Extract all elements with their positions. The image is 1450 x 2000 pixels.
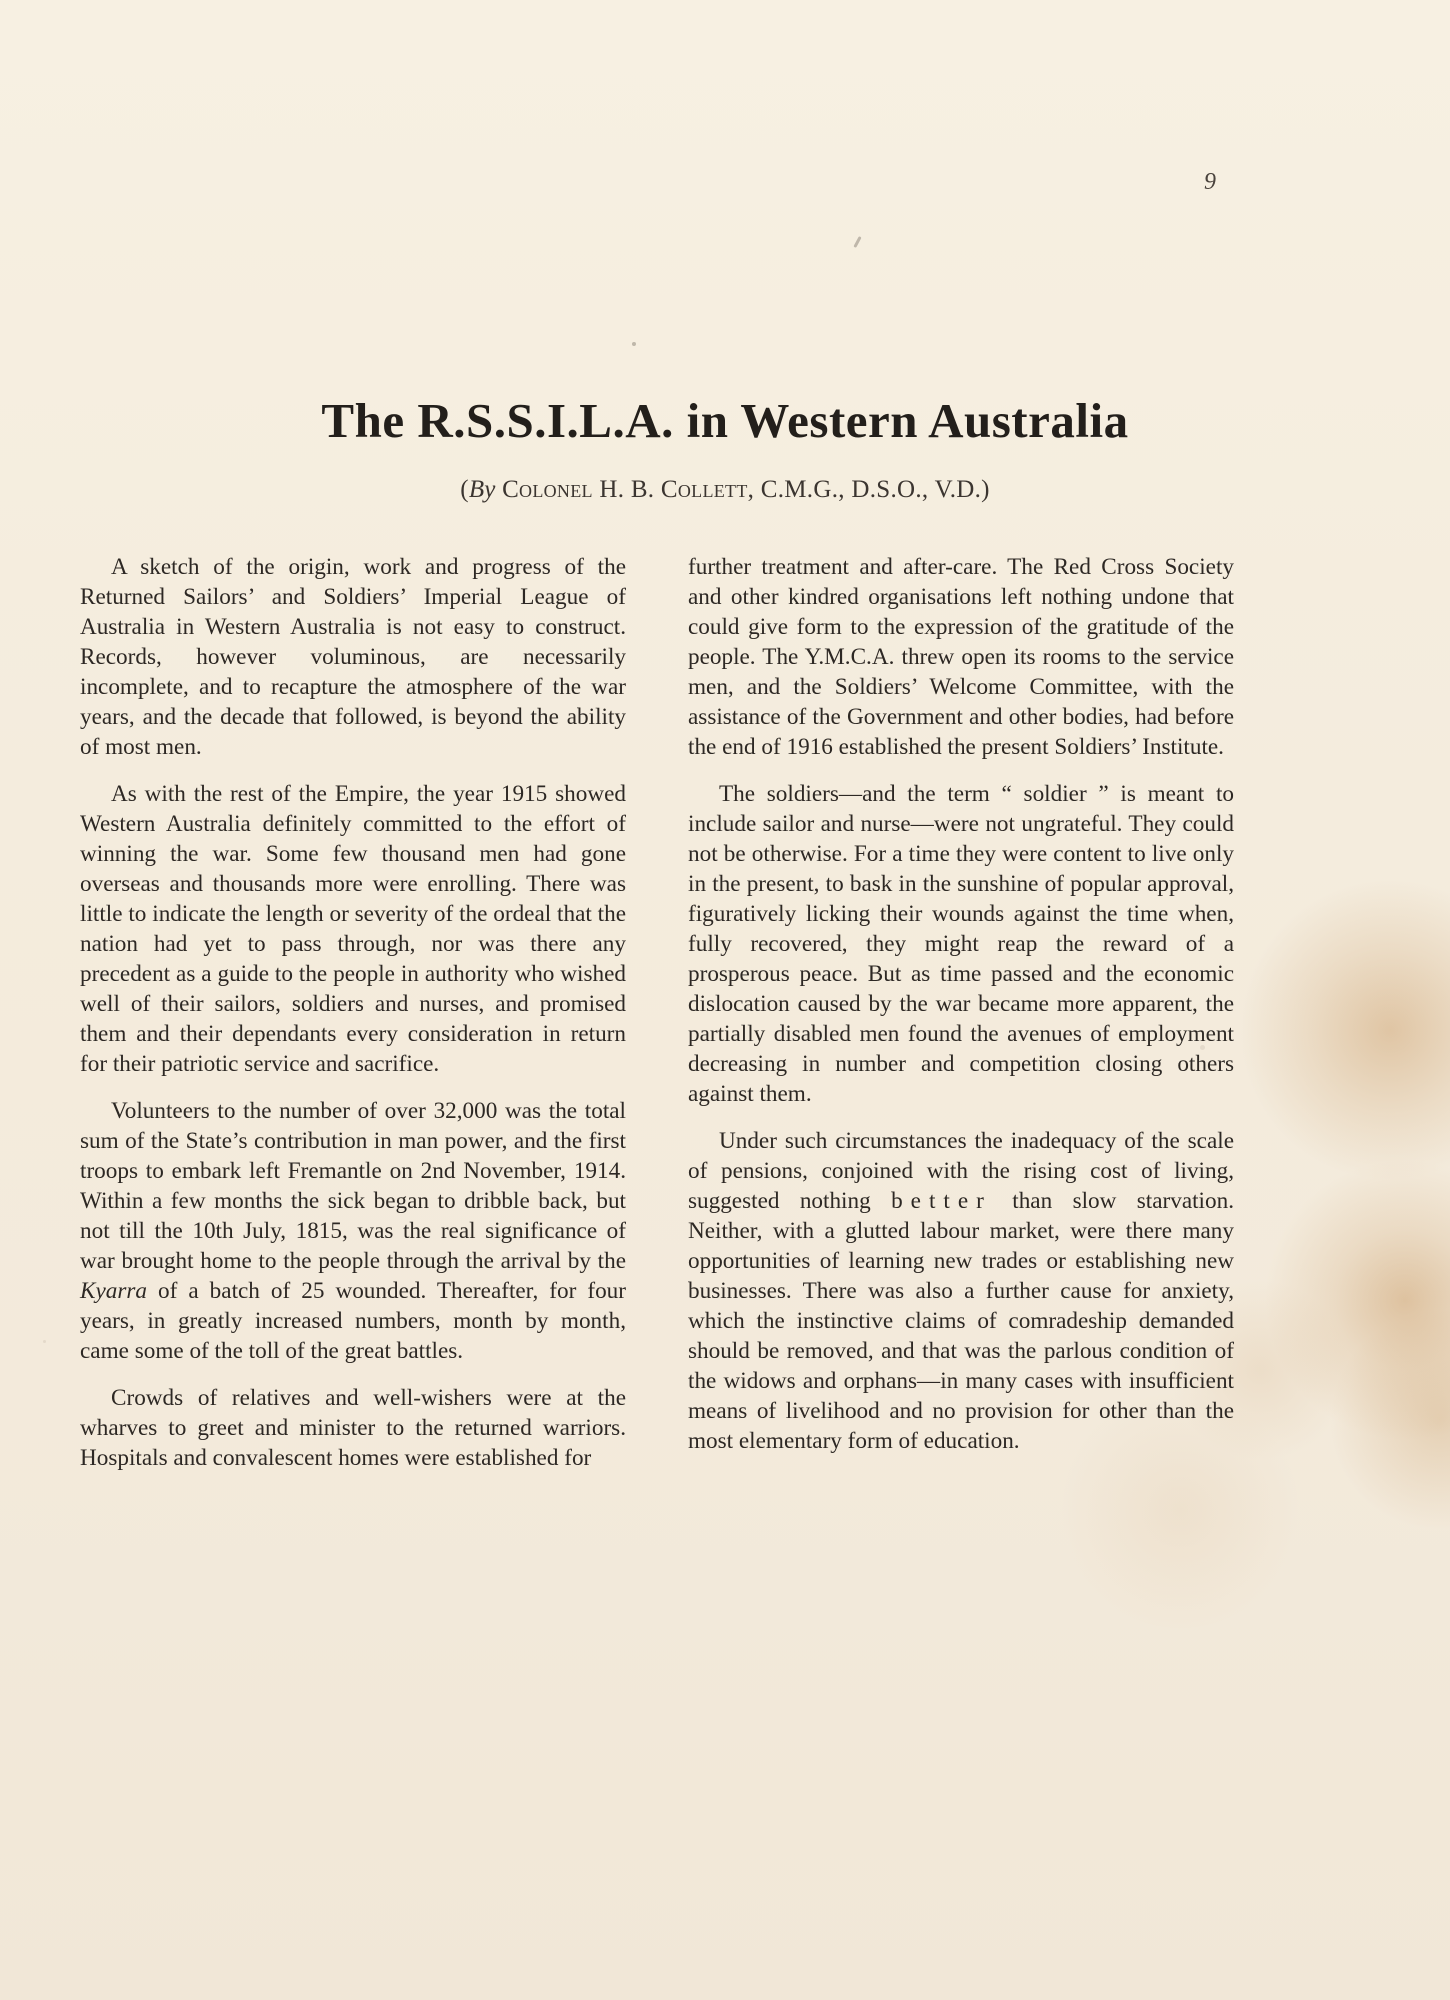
paper-speck [1200, 1045, 1205, 1050]
byline-open-paren: ( [460, 476, 469, 503]
paper-speck [43, 1340, 46, 1343]
article-byline [150, 476, 1300, 504]
byline-author: Colonel H. B. Collett, C.M.G., D.S.O., V.D. [502, 476, 982, 503]
page-number: 9 [1204, 169, 1216, 195]
left-paragraph-3-text-b: of a batch of 25 wounded. Thereafter, for four years, in greatly increased numbers, month by month, came some of the toll of the great battles. [80, 1278, 626, 1364]
right-column [688, 552, 1234, 1456]
right-paragraph-3 [688, 1126, 1234, 1456]
left-paragraph-2: As with the rest of the Empire, the year 1915 showed Western Australia definitely committed to the effort of winning the war. Some few thousand men had gone overseas and thousands more were enrolling. There was little to indicate the length or severity of the ordeal that the nation had yet to pass through, nor was there any precedent as a guide to the people in authority who wished well of their sailors, soldiers and nurses, and promised them and their dependants every consideration in return for their patriotic service and sacrifice. [80, 781, 626, 1077]
byline-by: By [468, 476, 496, 503]
right-paragraph-1: further treatment and after-care. The Red Cross Society and other kindred organisations left nothing undone that could give form to the expression of the gratitude of the people. The Y.M.C.A. threw open its rooms to the service men, and the Soldiers’ Welcome Committee, with the assistance of the Government and other bodies, had before the end of 1916 established the present Soldiers’ Institute. [688, 554, 1234, 760]
ship-name: Kyarra [80, 1278, 147, 1304]
right-paragraph-2: The soldiers—and the term “ soldier ” is meant to include sailor and nurse—were not ungrateful. They could not be otherwise. For a time they were content to live only in the present, to bask in the sunshine of popular approval, figuratively licking their wounds against the time when, fully recovered, they might reap the reward of a prosperous peace. But as time passed and the economic dislocation caused by the war became more apparent, the partially disabled men found the avenues of employment decreasing in number and competition closing others against them. [688, 781, 1234, 1107]
paper-mark [853, 236, 861, 248]
right-paragraph-3-text-a: Under such circumstances the inadequacy of the scale of pensions, conjoined with the rising cost of living, suggested nothing [688, 1128, 1234, 1214]
byline-close-paren: ) [981, 476, 990, 503]
left-paragraph-3 [80, 1096, 626, 1366]
left-column [80, 552, 626, 1473]
article-title: The R.S.S.I.L.A. in Western Australia [321, 393, 1129, 448]
right-paragraph-3-text-b: than slow starvation. Neither, with a glutted labour market, were there many opportunities of learning new trades or establishing new businesses. There was also a further cause for anxiety, which the instinctive claims of comradeship demanded should be removed, and that was the parlous condition of the widows and orphans—in many cases with insufficient means of livelihood and no provision for other than the most elementary form of education. [688, 1188, 1234, 1454]
spaced-word: better [891, 1188, 992, 1214]
left-paragraph-1: A sketch of the origin, work and progress of the Returned Sailors’ and Soldiers’ Imperial League of Australia in Western Australia is not easy to construct. Records, however voluminous, are necessarily incomplete, and to recapture the atmosphere of the war years, and the decade that followed, is beyond the ability of most men. [80, 554, 626, 760]
left-paragraph-4: Crowds of relatives and well-wishers were at the wharves to greet and minister to the returned warriors. Hospitals and convalescent homes were established for [80, 1385, 626, 1471]
paper-mark [632, 342, 636, 346]
left-paragraph-3-text-a: Volunteers to the number of over 32,000 was the total sum of the State’s contribution in man power, and the first troops to embark left Fremantle on 2nd November, 1914. Within a few months the sick began to dribble back, but not till the 10th July, 1815, was the real significance of war brought home to the people through the arrival by the [80, 1098, 626, 1274]
